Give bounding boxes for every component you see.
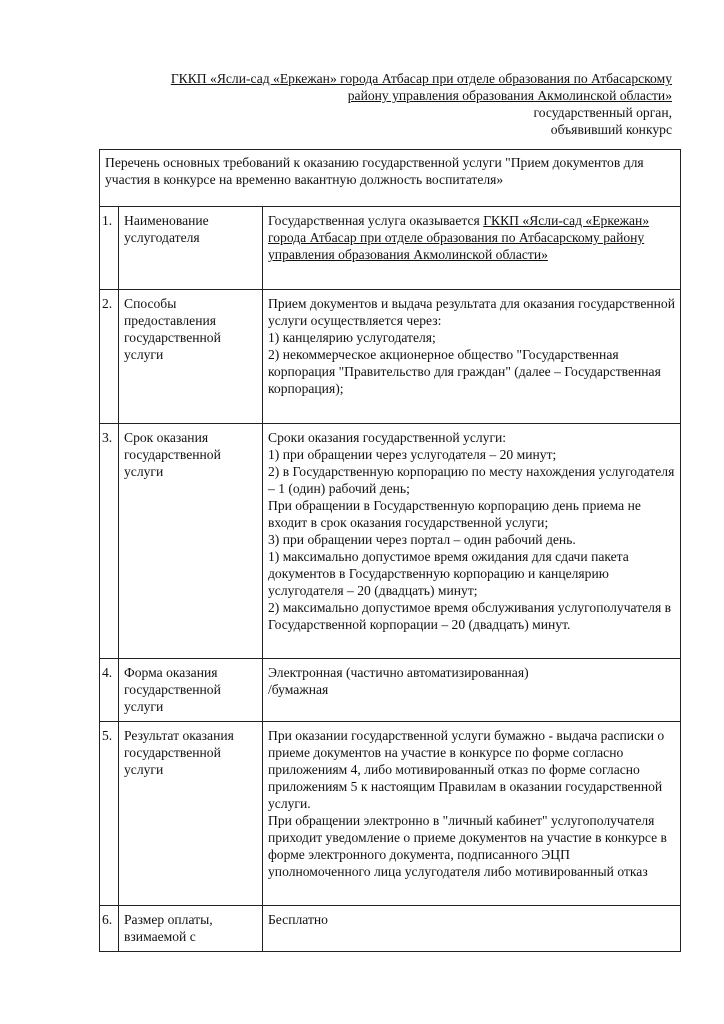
requirements-table [99, 149, 681, 952]
row-content-line: 3) при обращении через портал – один рабочий день. [268, 532, 576, 547]
row-content-line: 2) в Государственную корпорацию по месту нахождения услугодателя – 1 (один) рабочий день; [268, 464, 675, 496]
row-number: 6. [100, 906, 119, 952]
row-content [263, 659, 681, 722]
row-content-line: /бумажная [268, 682, 329, 697]
row-content-line: 1) канцелярию услугодателя; [268, 330, 436, 345]
provider-name: ГККП «Ясли-сад «Еркежан» города Атбасар при отделе образования по Атбасарскому району управления образования Акмолинской области» [268, 213, 650, 262]
table-row [100, 659, 681, 722]
row-content-line: Прием документов и выдача результата для оказания государственной услуги осуществляется через: [268, 296, 675, 328]
row-content-line: 2) некоммерческое акционерное общество "Государственная корпорация "Правительство для граждан" (далее – Государственная корпорация); [268, 347, 661, 396]
row-content [263, 722, 681, 906]
row-label: Срок оказания государственной услуги [119, 424, 263, 659]
table-row [100, 906, 681, 952]
row-label: Результат оказания государственной услуги [119, 722, 263, 906]
row-number: 1. [100, 207, 119, 290]
row-content-line: При обращении в Государственную корпорацию день приема не входит в срок оказания государственной услуги; [268, 498, 641, 530]
row-content-line: Электронная (частично автоматизированная) [268, 665, 529, 680]
row-content [263, 207, 681, 290]
row-content-line: Бесплатно [268, 912, 328, 927]
row-content-line: Сроки оказания государственной услуги: [268, 430, 507, 445]
organization-name-line-1: ГККП «Ясли-сад «Еркежан» города Атбасар при отделе образования по Атбасарскому [170, 71, 672, 86]
row-content-line: 1) при обращении через услугодателя – 20 минут; [268, 447, 557, 462]
table-row [100, 722, 681, 906]
table-row [100, 424, 681, 659]
row-content [263, 424, 681, 659]
table-title-row [100, 150, 681, 207]
row-number: 5. [100, 722, 119, 906]
row-label: Наименование услугодателя [119, 207, 263, 290]
row-label: Способы предоставления государственной услуги [119, 290, 263, 424]
table-title: Перечень основных требований к оказанию государственной услуги "Прием документов для участия в конкурсе на временно вакантную должность воспитателя» [100, 150, 681, 207]
row-content [263, 906, 681, 952]
row-content-text: Государственная услуга оказывается [268, 213, 480, 228]
authority-role-line-1: государственный орган, [533, 105, 672, 120]
table-row [100, 207, 681, 290]
authority-role-line-2: объявивший конкурс [550, 122, 672, 137]
row-label: Размер оплаты, взимаемой с [119, 906, 263, 952]
organization-name-line-2: району управления образования Акмолинской области» [347, 88, 672, 103]
row-content-line: При обращении электронно в "личный кабинет" услугополучателя приходит уведомление о приеме документов на участие в конкурсе в форме электронного документа, подписанного ЭЦП уполномоченного лица услугодателя либо мотивированный отказ [268, 813, 667, 879]
row-label: Форма оказания государственной услуги [119, 659, 263, 722]
table-row [100, 290, 681, 424]
row-number: 2. [100, 290, 119, 424]
row-content-line: При оказании государственной услуги бумажно - выдача расписки о приеме документов на участие в конкурсе по форме согласно приложениям 4, либо мотивированный отказ по форме согласно приложениям 5 к настоящим Правилам в оказании государственной услуги. [268, 728, 665, 811]
row-number: 3. [100, 424, 119, 659]
row-number: 4. [100, 659, 119, 722]
row-content-line: 1) максимально допустимое время ожидания для сдачи пакета документов в Государственную корпорацию и канцелярию услугодателя – 20 (двадцать) минут; [268, 549, 629, 598]
row-content [263, 290, 681, 424]
document-header [52, 70, 672, 138]
row-content-line: 2) максимально допустимое время обслуживания услугополучателя в Государственной корпорации – 20 (двадцать) минут. [268, 600, 672, 632]
